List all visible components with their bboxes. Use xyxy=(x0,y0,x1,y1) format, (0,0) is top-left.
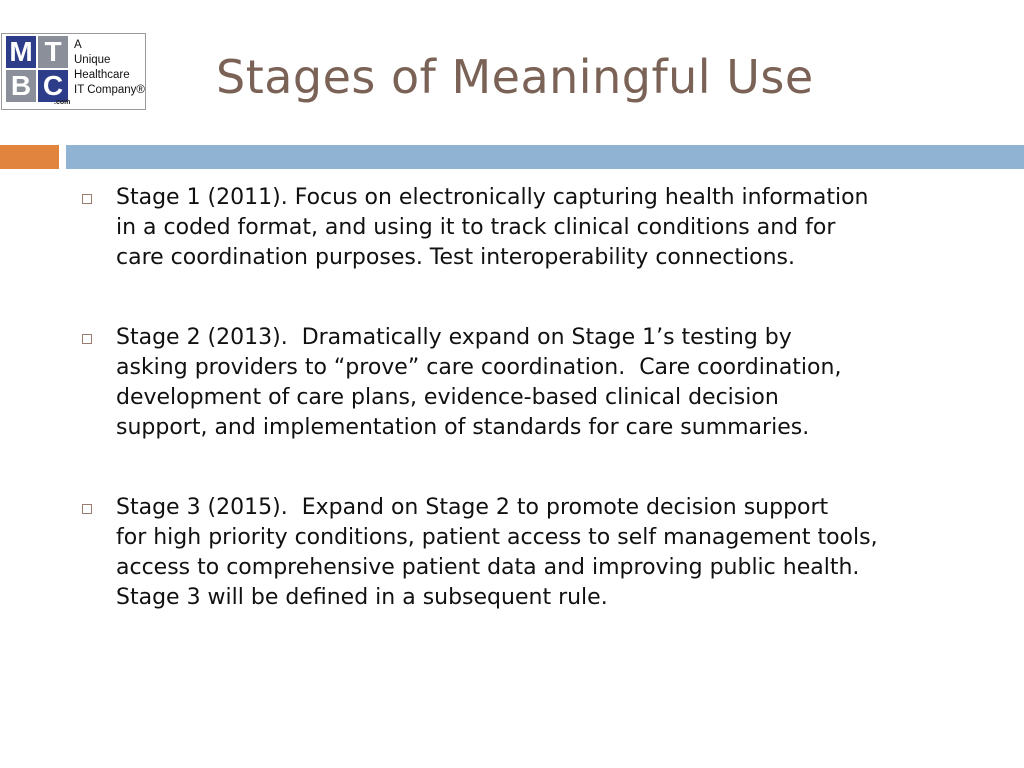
square-bullet-icon xyxy=(82,194,92,204)
logo-tagline-line: Unique xyxy=(74,54,111,66)
slide-title: Stages of Meaningful Use xyxy=(216,50,814,104)
logo-tagline-line: A xyxy=(74,39,82,51)
logo-dotcom: .com xyxy=(54,99,71,106)
bullet-text: Stage 3 (2015). Expand on Stage 2 to promote decision support for high priority conditions, patient access to self management tools, access to comprehensive patient data and improving public health. Stage 3 will be defined in a subsequent rule. xyxy=(116,495,878,610)
accent-bar-orange xyxy=(0,145,59,169)
accent-bar-blue xyxy=(66,145,1024,169)
logo-tagline xyxy=(74,38,145,98)
bullet-text: Stage 2 (2013). Dramatically expand on Stage 1’s testing by asking providers to “prove” care coordination. Care coordination, development of care plans, evidence-based clinical decision support, and implementation of standards for care summaries. xyxy=(116,325,842,440)
logo-letter-c: C xyxy=(38,70,68,102)
logo-tagline-line: Healthcare xyxy=(74,69,130,81)
logo-letter-t: T xyxy=(38,36,68,68)
bullet-text: Stage 1 (2011). Focus on electronically capturing health information in a coded format, and using it to track clinical conditions and for care coordination purposes. Test interoperability connections. xyxy=(116,185,869,270)
square-bullet-icon xyxy=(82,504,92,514)
logo-letter-b: B xyxy=(6,70,36,102)
logo-letter-m: M xyxy=(6,36,36,68)
company-logo xyxy=(1,33,146,110)
square-bullet-icon xyxy=(82,334,92,344)
logo-tagline-line: IT Company® xyxy=(74,84,145,96)
